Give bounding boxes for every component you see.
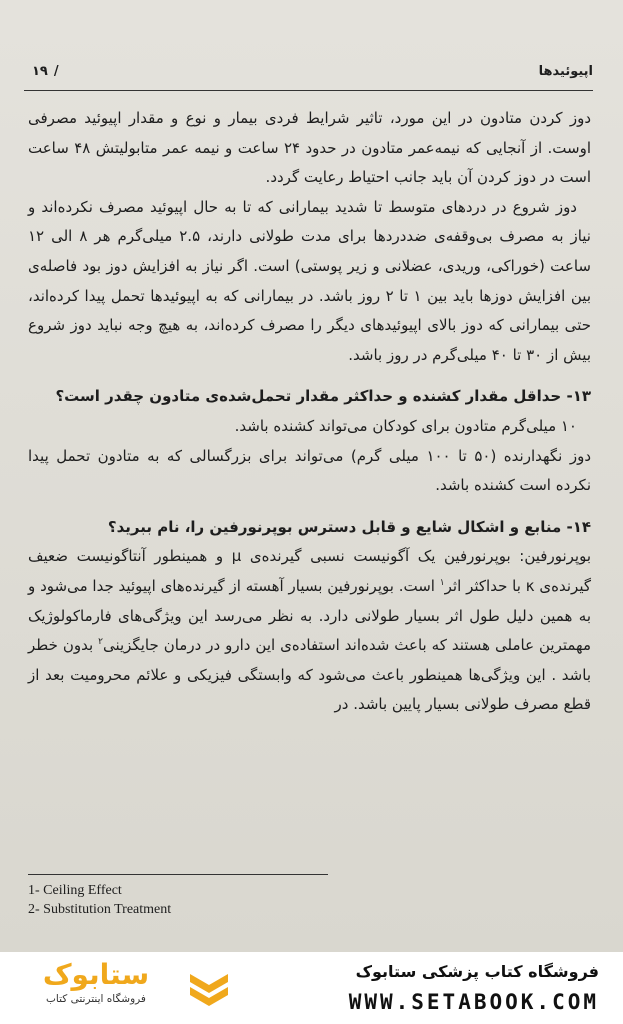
page-number: ۱۹: [32, 64, 48, 79]
footnote-1: 1- Ceiling Effect: [28, 883, 122, 898]
store-url[interactable]: WWW.SETABOOK.COM: [348, 990, 599, 1014]
chevron-stack-icon: [186, 970, 232, 1010]
footnote-2: 2- Substitution Treatment: [28, 902, 172, 917]
q14-answer-part-2: است. بوپرنورفین بسیار آهسته از گیرنده‌های اپیوئید جدا می‌شود و به همین دلیل طول اثر بسیار طولانی دارد. به نظر می‌رسد این ویژگی‌های فارماکولوژیک مهمترین عاملی هستند که باعث شده‌اند استفاده‌ی این دارو در درمان جایگزینی: [28, 576, 592, 655]
page-header: [24, 58, 593, 91]
paragraph-1: دوز کردن متادون در این مورد، تاثیر شرایط فردی بیمار و نوع و مقدار اپیوئید مصرفی اوست. از آنجایی که نیمه‌عمر متادون در حدود ۲۴ ساعت و نیمه عمر متابولیتش ۴۸ ساعت است در دوز کردن آن باید جانب احتیاط رعایت گردد.: [28, 109, 591, 187]
question-14: ۱۴- منابع و اشکال شایع و قابل دسترس بوپرنورفین را، نام ببرید؟: [107, 517, 591, 536]
footnotes: [28, 874, 328, 919]
q13-answer-2: دوز نگهدارنده (۵۰ تا ۱۰۰ میلی گرم) می‌تواند برای بزرگسالی که به متادون تحمل پیدا نکرده است کشنده باشد.: [28, 446, 592, 495]
page-body: [28, 104, 591, 720]
footnote-ref-1: ۱: [439, 577, 445, 588]
page-number-group: [32, 64, 65, 79]
logo-tagline: فروشگاه اینترنتی کتاب: [46, 993, 146, 1005]
q13-answer-1: ۱۰ میلی‌گرم متادون برای کودکان می‌تواند کشنده باشد.: [234, 416, 577, 435]
footnote-ref-2: ۲: [98, 637, 103, 648]
header-separator: /: [53, 64, 59, 79]
store-footer: [0, 952, 623, 1024]
paragraph-2: دوز شروع در دردهای متوسط تا شدید بیمارانی که تا به حال اپیوئید مصرف نکرده‌اند و نیاز به مصرف بی‌وقفه‌ی ضددردها برای مدت طولانی دارند، ۲.۵ میلی‌گرم هر ۸ الی ۱۲ ساعت (خوراکی، وریدی، عضلانی و زیر پوستی) است. اگر نیاز به افزایش دوز بود فاصله‌ی بین افزایش دوزها باید بین ۱ تا ۲ روز باشد. در بیمارانی که به اپیوئیدها تحمل پیدا کرده‌اند، حتی بیمارانی که دوز بالای اپیوئیدهای دیگر را مصرف کرده‌اند، به هیچ وجه نباید دوز شروع بیش از ۳۰ تا ۴۰ میلی‌گرم در روز باشد.: [28, 197, 591, 364]
q14-answer-part-3: بدون خطر باشد . این ویژگی‌ها همینطور باعث می‌شود که وابستگی فیزیکی و علائم محرومیت بعد از قطع مصرف طولانی بسیار پایین باشد. در: [28, 636, 591, 714]
q14-answer-part-1: بوپرنورفین: بوپرنورفین یک آگونیست نسبی گیرنده‌ی μ و همینطور آنتاگونیست ضعیف گیرنده‌ی κ با حداکثر اثر: [28, 547, 591, 595]
question-13: ۱۳- حداقل مقدار کشنده و حداکثر مقدار تحمل‌شده‌ی متادون چقدر است؟: [55, 387, 591, 406]
store-logo[interactable]: [16, 958, 176, 1018]
running-title: اپیوئیدها: [538, 64, 593, 79]
q14-answer: [28, 542, 591, 720]
store-name: فروشگاه کتاب پزشکی ستابوک: [355, 962, 599, 981]
logo-word: ستابوک: [42, 958, 150, 991]
